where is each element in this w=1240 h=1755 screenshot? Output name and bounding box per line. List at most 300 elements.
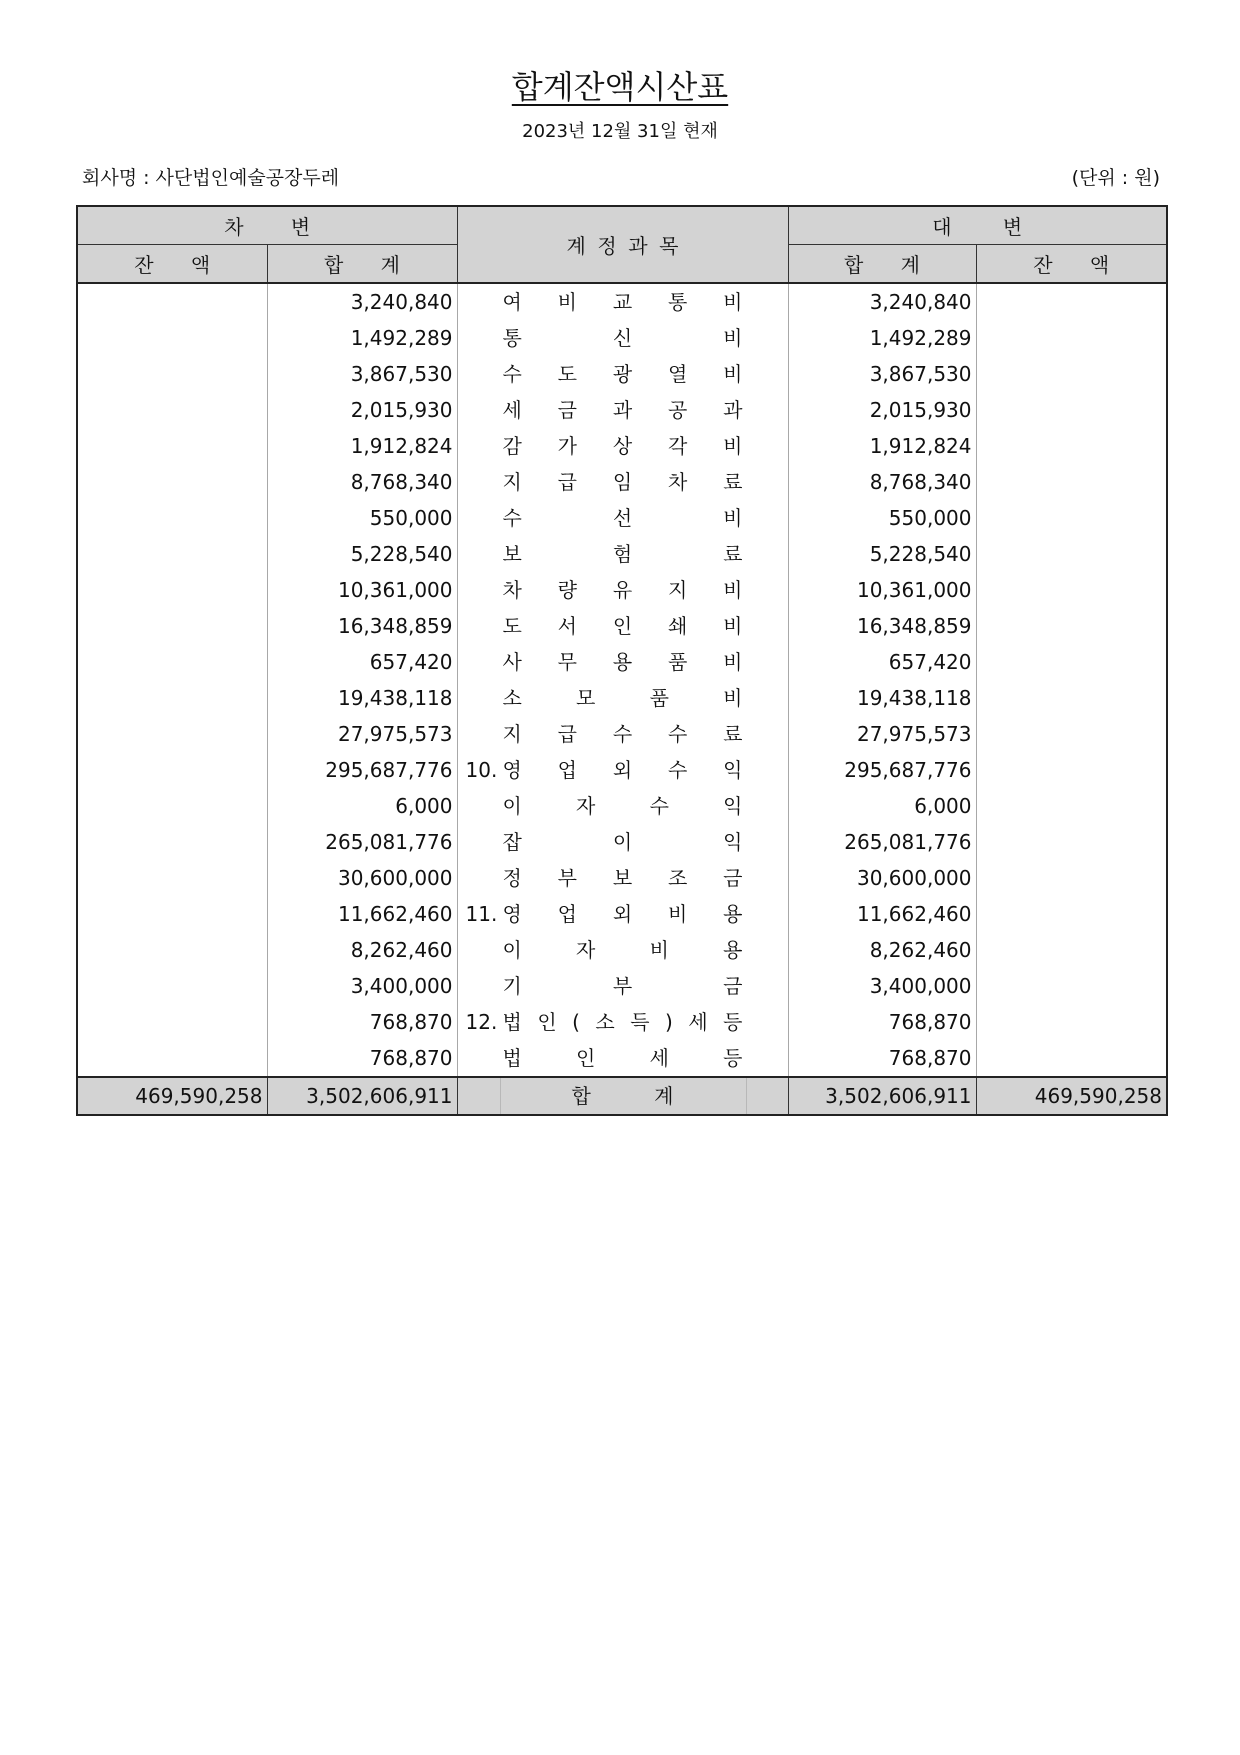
credit-total-cell: 1,912,824 <box>788 428 976 464</box>
label-char: 료 <box>723 542 743 566</box>
label-char: 공 <box>667 398 688 422</box>
label-char: 비 <box>723 434 743 458</box>
credit-balance-cell <box>976 392 1167 428</box>
label-char: 과 <box>612 398 633 422</box>
label-char: 통 <box>667 290 688 314</box>
credit-balance-cell <box>976 752 1167 788</box>
debit-balance-cell <box>77 860 267 896</box>
label-char: 임 <box>612 470 633 494</box>
header-row-1 <box>77 206 1167 245</box>
account-name <box>503 428 743 464</box>
credit-total-cell: 3,867,530 <box>788 356 976 392</box>
label-char: 비 <box>723 614 743 638</box>
account-cell-wrap <box>458 320 788 356</box>
label-char: 이 <box>502 794 522 818</box>
account-cell-wrap <box>458 788 788 824</box>
total-debit-total: 3,502,606,911 <box>267 1077 457 1115</box>
debit-balance-cell <box>77 536 267 572</box>
debit-balance-cell <box>77 500 267 536</box>
label-char: 과 <box>723 398 743 422</box>
label-char: 쇄 <box>667 614 688 638</box>
label-char: 금 <box>557 398 577 422</box>
label-char: 업 <box>557 902 577 926</box>
label-char: 수 <box>502 362 522 386</box>
label-char: 영 <box>502 902 522 926</box>
label-char: 잔 <box>134 253 154 277</box>
debit-total-header <box>267 245 457 284</box>
account-cell <box>457 824 788 860</box>
label-char: 차 <box>667 470 688 494</box>
account-name <box>503 464 743 500</box>
account-cell <box>457 1040 788 1077</box>
label-char: 사 <box>502 650 522 674</box>
table-row <box>77 932 1167 968</box>
label-char: 비 <box>723 650 743 674</box>
label-char: 수 <box>667 758 688 782</box>
credit-total-cell: 768,870 <box>788 1004 976 1040</box>
label-char: 액 <box>190 253 211 277</box>
credit-balance-cell <box>976 860 1167 896</box>
credit-balance-cell <box>976 1004 1167 1040</box>
label-char: 상 <box>612 434 633 458</box>
account-cell-wrap <box>458 464 788 500</box>
account-name <box>503 644 743 680</box>
debit-total-cell: 1,492,289 <box>267 320 457 356</box>
credit-balance-cell <box>976 968 1167 1004</box>
account-cell-wrap <box>458 968 788 1004</box>
credit-balance-cell <box>976 716 1167 752</box>
label-char: 차 <box>224 215 244 239</box>
total-credit-balance: 469,590,258 <box>976 1077 1167 1115</box>
debit-total-cell: 768,870 <box>267 1004 457 1040</box>
debit-balance-cell <box>77 392 267 428</box>
debit-total-cell: 2,015,930 <box>267 392 457 428</box>
label-char: 외 <box>612 758 633 782</box>
table-row <box>77 464 1167 500</box>
account-name <box>503 860 743 896</box>
credit-balance-cell <box>976 356 1167 392</box>
debit-balance-cell <box>77 356 267 392</box>
table-row <box>77 392 1167 428</box>
label-char: 보 <box>502 542 522 566</box>
account-number: 11. <box>465 902 498 926</box>
credit-total-cell: 768,870 <box>788 1040 976 1077</box>
credit-total-cell: 19,438,118 <box>788 680 976 716</box>
label-char: 신 <box>612 326 633 350</box>
account-cell <box>457 464 788 500</box>
debit-balance-cell <box>77 824 267 860</box>
table-row <box>77 860 1167 896</box>
table-row <box>77 1040 1167 1077</box>
label-char: 수 <box>649 794 669 818</box>
table-row <box>77 716 1167 752</box>
account-name <box>503 716 743 752</box>
credit-balance-cell <box>976 464 1167 500</box>
document-title-block <box>0 66 1240 108</box>
label-char: 지 <box>502 722 522 746</box>
label-char: 외 <box>612 902 633 926</box>
table-row <box>77 283 1167 320</box>
table-row <box>77 896 1167 932</box>
label-char: 급 <box>557 722 577 746</box>
account-cell-wrap <box>458 932 788 968</box>
label-char: 도 <box>557 362 577 386</box>
debit-balance-cell <box>77 680 267 716</box>
account-cell <box>457 283 788 320</box>
document-title: 합계잔액시산표 <box>511 68 729 106</box>
label-char: 각 <box>667 434 688 458</box>
debit-balance-cell <box>77 320 267 356</box>
credit-balance-cell <box>976 932 1167 968</box>
account-name <box>503 788 743 824</box>
debit-balance-cell <box>77 788 267 824</box>
label-char: 이 <box>502 938 522 962</box>
label-char: 인 <box>576 1046 596 1070</box>
label-char: 용 <box>612 650 633 674</box>
label-char: 모 <box>576 686 596 710</box>
debit-total-cell: 16,348,859 <box>267 608 457 644</box>
label-char: 비 <box>649 938 669 962</box>
credit-total-cell: 8,768,340 <box>788 464 976 500</box>
account-number: 10. <box>465 758 498 782</box>
account-cell-wrap <box>458 500 788 536</box>
table-row <box>77 572 1167 608</box>
label-char: 과 <box>628 234 648 258</box>
table-row <box>77 500 1167 536</box>
debit-balance-cell <box>77 932 267 968</box>
credit-total-cell: 27,975,573 <box>788 716 976 752</box>
account-cell-wrap <box>458 824 788 860</box>
label-char: 세 <box>688 1010 708 1034</box>
label-char: 자 <box>576 794 596 818</box>
label-char: 합 <box>324 253 344 277</box>
debit-total-cell: 11,662,460 <box>267 896 457 932</box>
credit-balance-cell <box>976 680 1167 716</box>
debit-balance-cell <box>77 283 267 320</box>
account-cell <box>457 680 788 716</box>
debit-header <box>77 206 457 245</box>
account-name <box>503 824 743 860</box>
label-char: 비 <box>723 362 743 386</box>
debit-header-label <box>224 211 310 240</box>
label-char: 보 <box>612 866 633 890</box>
debit-total-cell: 19,438,118 <box>267 680 457 716</box>
account-name <box>503 608 743 644</box>
account-cell-wrap <box>458 1004 788 1040</box>
credit-balance-cell <box>976 428 1167 464</box>
credit-balance-cell <box>976 788 1167 824</box>
debit-total-header-label <box>324 249 400 278</box>
label-char: 금 <box>723 974 743 998</box>
report-date: 2023년 12월 31일 현재 <box>522 121 718 142</box>
credit-balance-cell <box>976 896 1167 932</box>
credit-total-cell: 5,228,540 <box>788 536 976 572</box>
account-cell <box>457 896 788 932</box>
debit-total-cell: 6,000 <box>267 788 457 824</box>
debit-balance-cell <box>77 1040 267 1077</box>
label-char: 지 <box>502 470 522 494</box>
account-cell <box>457 788 788 824</box>
account-cell <box>457 752 788 788</box>
credit-balance-cell <box>976 500 1167 536</box>
label-char: 합 <box>844 253 864 277</box>
label-char: 서 <box>557 614 577 638</box>
label-char: 소 <box>595 1010 615 1034</box>
account-cell <box>457 1004 788 1040</box>
account-name <box>503 500 743 536</box>
label-char: 유 <box>612 578 633 602</box>
credit-balance-cell <box>976 644 1167 680</box>
debit-total-cell: 30,600,000 <box>267 860 457 896</box>
account-cell-wrap <box>458 572 788 608</box>
label-char: 수 <box>612 722 633 746</box>
label-char: 합 <box>571 1084 591 1108</box>
credit-total-cell: 6,000 <box>788 788 976 824</box>
label-char: 수 <box>667 722 688 746</box>
label-char: 료 <box>723 470 743 494</box>
label-char: 소 <box>502 686 522 710</box>
label-char: 금 <box>723 866 743 890</box>
credit-balance-cell <box>976 572 1167 608</box>
label-char: 지 <box>667 578 688 602</box>
label-char: 비 <box>557 290 577 314</box>
label-char: 계 <box>654 1084 674 1108</box>
company-name: 회사명 : 사단법인예술공장두레 <box>82 167 340 189</box>
account-name <box>503 680 743 716</box>
label-char: 등 <box>723 1010 743 1034</box>
debit-total-cell: 768,870 <box>267 1040 457 1077</box>
table-row <box>77 356 1167 392</box>
label-char: ( <box>572 1010 580 1034</box>
account-cell-wrap <box>458 716 788 752</box>
label-char: 익 <box>723 794 743 818</box>
account-cell <box>457 860 788 896</box>
account-cell <box>457 932 788 968</box>
credit-total-cell: 3,400,000 <box>788 968 976 1004</box>
label-char: ) <box>665 1010 673 1034</box>
credit-total-cell: 295,687,776 <box>788 752 976 788</box>
credit-balance-cell <box>976 824 1167 860</box>
credit-balance-cell <box>976 283 1167 320</box>
label-char: 계 <box>900 253 920 277</box>
credit-total-cell: 30,600,000 <box>788 860 976 896</box>
credit-total-header <box>788 245 976 284</box>
label-char: 인 <box>537 1010 557 1034</box>
label-char: 차 <box>502 578 522 602</box>
account-cell <box>457 500 788 536</box>
account-cell <box>457 968 788 1004</box>
account-name <box>503 896 743 932</box>
debit-total-cell: 265,081,776 <box>267 824 457 860</box>
label-char: 여 <box>502 290 522 314</box>
label-char: 익 <box>723 830 743 854</box>
credit-total-cell: 10,361,000 <box>788 572 976 608</box>
account-cell-wrap <box>458 680 788 716</box>
credit-total-cell: 265,081,776 <box>788 824 976 860</box>
label-char: 등 <box>723 1046 743 1070</box>
label-char: 품 <box>667 650 688 674</box>
account-cell <box>457 644 788 680</box>
account-header <box>457 206 788 283</box>
account-name <box>503 752 743 788</box>
account-cell-wrap <box>458 356 788 392</box>
debit-balance-cell <box>77 428 267 464</box>
debit-total-cell: 27,975,573 <box>267 716 457 752</box>
credit-balance-cell <box>976 536 1167 572</box>
debit-total-cell: 1,912,824 <box>267 428 457 464</box>
credit-balance-header-label <box>1033 249 1109 278</box>
account-cell <box>457 716 788 752</box>
label-char: 정 <box>597 234 617 258</box>
label-char: 변 <box>1002 215 1023 239</box>
account-cell <box>457 608 788 644</box>
account-header-label <box>567 230 679 259</box>
account-name <box>503 320 743 356</box>
account-name <box>503 1004 743 1040</box>
label-char: 잡 <box>502 830 522 854</box>
label-char: 비 <box>723 686 743 710</box>
credit-balance-header <box>976 245 1167 284</box>
label-char: 비 <box>723 326 743 350</box>
account-cell <box>457 572 788 608</box>
debit-balance-cell <box>77 644 267 680</box>
credit-header <box>788 206 1167 245</box>
label-char: 조 <box>667 866 688 890</box>
account-cell <box>457 536 788 572</box>
credit-balance-cell <box>976 320 1167 356</box>
credit-total-cell: 8,262,460 <box>788 932 976 968</box>
total-label <box>572 1078 674 1114</box>
debit-total-cell: 3,400,000 <box>267 968 457 1004</box>
account-name <box>503 1040 743 1076</box>
label-char: 감 <box>502 434 522 458</box>
label-char: 품 <box>649 686 669 710</box>
table-row <box>77 644 1167 680</box>
account-name <box>503 968 743 1004</box>
label-char: 용 <box>723 902 743 926</box>
account-cell-wrap <box>458 860 788 896</box>
label-char: 변 <box>290 215 311 239</box>
label-char: 료 <box>723 722 743 746</box>
account-cell <box>457 320 788 356</box>
label-char: 부 <box>557 866 577 890</box>
label-char: 이 <box>612 830 633 854</box>
table-row <box>77 968 1167 1004</box>
table-row <box>77 320 1167 356</box>
table-footer <box>77 1077 1167 1115</box>
label-char: 부 <box>612 974 633 998</box>
debit-total-cell: 295,687,776 <box>267 752 457 788</box>
debit-balance-cell <box>77 572 267 608</box>
account-cell-wrap <box>458 392 788 428</box>
label-char: 급 <box>557 470 577 494</box>
label-char: 법 <box>502 1046 522 1070</box>
label-char: 용 <box>723 938 743 962</box>
label-char: 액 <box>1089 253 1110 277</box>
label-char: 험 <box>612 542 633 566</box>
label-char: 무 <box>557 650 577 674</box>
debit-balance-cell <box>77 752 267 788</box>
account-cell-wrap <box>458 1040 788 1076</box>
credit-total-cell: 2,015,930 <box>788 392 976 428</box>
account-cell-wrap <box>458 284 788 320</box>
account-cell <box>457 356 788 392</box>
table-row <box>77 824 1167 860</box>
label-char: 통 <box>502 326 522 350</box>
label-char: 잔 <box>1033 253 1053 277</box>
label-char: 비 <box>667 902 688 926</box>
account-cell-wrap <box>458 752 788 788</box>
label-char: 교 <box>612 290 633 314</box>
credit-total-cell: 657,420 <box>788 644 976 680</box>
credit-total-cell: 11,662,460 <box>788 896 976 932</box>
label-char: 목 <box>659 234 679 258</box>
account-name <box>503 284 743 320</box>
credit-total-header-label <box>844 249 920 278</box>
label-char: 대 <box>932 215 952 239</box>
account-name <box>503 356 743 392</box>
table-row <box>77 752 1167 788</box>
account-cell-wrap <box>458 644 788 680</box>
debit-balance-header <box>77 245 267 284</box>
label-char: 세 <box>502 398 522 422</box>
total-debit-balance: 469,590,258 <box>77 1077 267 1115</box>
debit-total-cell: 550,000 <box>267 500 457 536</box>
account-cell-wrap <box>458 608 788 644</box>
account-cell <box>457 392 788 428</box>
label-char: 정 <box>502 866 522 890</box>
table-row <box>77 1004 1167 1040</box>
debit-total-cell: 8,262,460 <box>267 932 457 968</box>
table-row <box>77 680 1167 716</box>
label-char: 계 <box>566 234 586 258</box>
debit-total-cell: 3,867,530 <box>267 356 457 392</box>
label-char: 열 <box>667 362 688 386</box>
credit-total-cell: 1,492,289 <box>788 320 976 356</box>
credit-balance-cell <box>976 1040 1167 1077</box>
total-label-wrap <box>458 1078 788 1114</box>
debit-balance-cell <box>77 896 267 932</box>
label-char: 영 <box>502 758 522 782</box>
account-number: 12. <box>465 1010 498 1034</box>
debit-total-cell: 10,361,000 <box>267 572 457 608</box>
account-cell-wrap <box>458 536 788 572</box>
table-header <box>77 206 1167 283</box>
account-cell-wrap <box>458 896 788 932</box>
total-credit-total: 3,502,606,911 <box>788 1077 976 1115</box>
trial-balance-table <box>76 205 1168 1116</box>
account-name <box>503 572 743 608</box>
label-char: 인 <box>612 614 633 638</box>
debit-total-cell: 5,228,540 <box>267 536 457 572</box>
label-char: 세 <box>649 1046 669 1070</box>
credit-total-cell: 550,000 <box>788 500 976 536</box>
debit-balance-cell <box>77 716 267 752</box>
account-name <box>503 536 743 572</box>
credit-total-cell: 16,348,859 <box>788 608 976 644</box>
table-row <box>77 788 1167 824</box>
label-char: 도 <box>502 614 522 638</box>
account-name <box>503 932 743 968</box>
label-char: 업 <box>557 758 577 782</box>
debit-balance-header-label <box>134 249 210 278</box>
debit-balance-cell <box>77 464 267 500</box>
debit-total-cell: 8,768,340 <box>267 464 457 500</box>
label-char: 량 <box>557 578 577 602</box>
credit-header-label <box>932 211 1022 240</box>
table-body <box>77 283 1167 1077</box>
label-char: 기 <box>502 974 522 998</box>
